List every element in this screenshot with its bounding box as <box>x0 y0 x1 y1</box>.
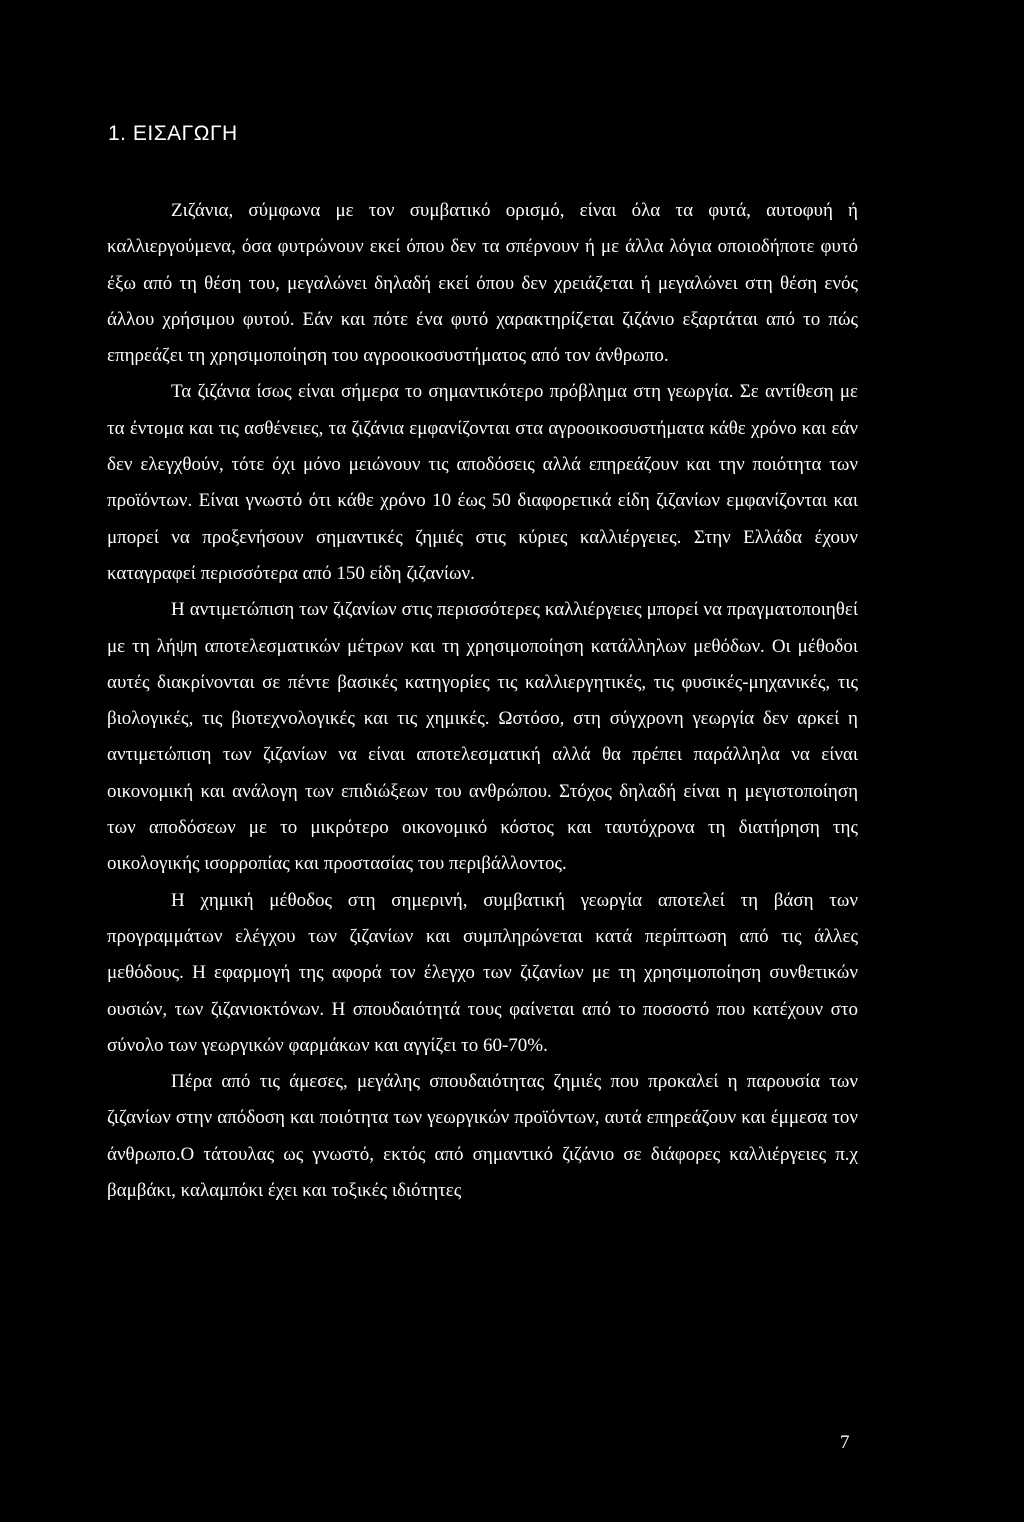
paragraph-indirect-effects: Πέρα από τις άμεσες, μεγάλης σπουδαιότητας ζημιές που προκαλεί η παρουσία των ζιζανίων στην απόδοση και ποιότητα των γεωργικών προϊόντων, αυτά επηρεάζουν και έμμεσα τον άνθρωπο.Ο τάτουλας ως γνωστό, εκτός από σημαντικό ζιζάνιο σε διάφορες καλλιέργειες π.χ βαμβάκι, καλαμπόκι έχει και τοξικές ιδιότητες <box>107 1071 858 1202</box>
page-number: 7 <box>840 1432 850 1453</box>
paragraph-importance: Τα ζιζάνια ίσως είναι σήμερα το σημαντικότερο πρόβλημα στη γεωργία. Σε αντίθεση με τα έντομα και τις ασθένειες, τα ζιζάνια εμφανίζονται στα αγροοικοσυστήματα κάθε χρόνο και εάν δεν ελεγχθούν, τότε όχι μόνο μειώνουν τις αποδόσεις αλλά επηρεάζουν και την ποιότητα των προϊόντων. Είναι γνωστό ότι κάθε χρόνο 10 έως 50 διαφορετικά είδη ζιζανίων εμφανίζονται και μπορεί να προξενήσουν σημαντικές ζημιές στις κύριες καλλιέργειες. Στην Ελλάδα έχουν καταγραφεί περισσότερα από 150 είδη ζιζανίων. <box>107 381 858 584</box>
paragraph-definition: Ζιζάνια, σύμφωνα με τον συμβατικό ορισμό, είναι όλα τα φυτά, αυτοφυή ή καλλιεργούμενα, όσα φυτρώνουν εκεί όπου δεν τα σπέρνουν ή με άλλα λόγια οποιοδήποτε φυτό έξω από τη θέση του, μεγαλώνει δηλαδή εκεί όπου δεν χρειάζεται ή μεγαλώνει στη θέση ενός άλλου χρήσιμου φυτού. Εάν και πότε ένα φυτό χαρακτηρίζεται ζιζάνιο εξαρτάται από το πώς επηρεάζει τη χρησιμοποίηση του αγροοικοσυστήματος από τον άνθρωπο. <box>107 200 858 367</box>
body-text <box>107 193 858 1209</box>
section-heading: 1. ΕΙΣΑΓΩΓΗ <box>108 122 238 145</box>
paragraph-chemical-method: Η χημική μέθοδος στη σημερινή, συμβατική γεωργία αποτελεί τη βάση των προγραμμάτων ελέγχου των ζιζανίων και συμπληρώνεται κατά περίπτωση από τις άλλες μεθόδους. Η εφαρμογή της αφορά τον έλεγχο των ζιζανίων με τη χρησιμοποίηση συνθετικών ουσιών, των ζιζανιοκτόνων. Η σπουδαιότητά τους φαίνεται από το ποσοστό που κατέχουν στο σύνολο των γεωργικών φαρμάκων και αγγίζει το 60-70%. <box>107 889 858 1056</box>
paragraph-control-methods: Η αντιμετώπιση των ζιζανίων στις περισσότερες καλλιέργειες μπορεί να πραγματοποιηθεί με τη λήψη αποτελεσματικών μέτρων και τη χρησιμοποίηση κατάλληλων μεθόδων. Οι μέθοδοι αυτές διακρίνονται σε πέντε βασικές κατηγορίες τις καλλιεργητικές, τις φυσικές-μηχανικές, τις βιολογικές, τις βιοτεχνολογικές και τις χημικές. Ωστόσο, στη σύγχρονη γεωργία δεν αρκεί η αντιμετώπιση των ζιζανίων να είναι αποτελεσματική αλλά θα πρέπει παράλληλα να είναι οικονομική και ανάλογη των επιδιώξεων του ανθρώπου. Στόχος δηλαδή είναι η μεγιστοποίηση των αποδόσεων με το μικρότερο οικονομικό κόστος και ταυτόχρονα τη διατήρηση της οικολογικής ισορροπίας και προστασίας του περιβάλλοντος. <box>107 599 858 875</box>
